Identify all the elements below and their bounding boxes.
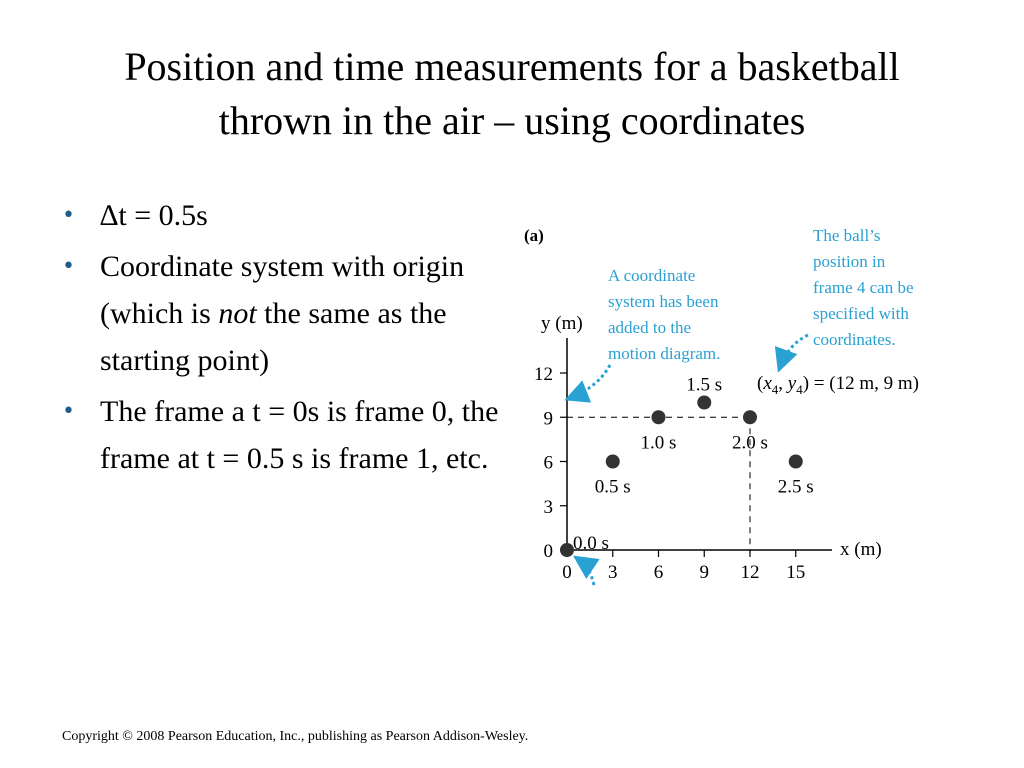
data-point [789,455,803,469]
bullet-list [62,192,502,486]
data-point [560,543,574,557]
bullet-text: The frame a t = 0s is frame 0, the frame at t = 0.5 s is frame 1, etc. [100,395,499,475]
bullet-dot: • [62,254,75,279]
data-point [652,410,666,424]
coordinate-label: ($x_4$, $y_4) = (12$ m, 9 m) [757,373,919,397]
panel-label: (a) [524,226,544,245]
motion-diagram-figure [510,215,990,595]
slide-title [0,40,1024,148]
x-tick-label: 0 [562,562,572,583]
data-point-label: 0.0 s [573,533,609,554]
bullet-text: Coordinate system with origin (which is not the same as the starting point) [100,250,465,377]
data-point-label: 1.5 s [686,374,723,396]
data-point [606,455,620,469]
copyright-footer: Copyright © 2008 Pearson Education, Inc., publishing as Pearson Addison-Wesley. [62,729,529,744]
x-tick-label: 9 [699,562,709,583]
bullet-text: ∆t = 0.5s [100,199,208,232]
emphasis-not: not [218,297,257,330]
x-tick-label: 15 [786,562,806,583]
data-point [743,410,757,424]
x-tick-label: 6 [653,562,664,583]
data-point-label: 2.5 s [777,476,814,498]
data-point-label: 0.5 s [594,476,631,498]
title-line-1: Position and time measurements for a basketball [124,44,900,89]
x-tick-label: 12 [740,562,760,583]
title-line-2: thrown in the air – using coordinates [218,98,806,143]
annotation-coordinate-system: A coordinate system has been added to the motion diagram. [608,266,721,363]
bullet-item [62,388,502,482]
y-axis-label: y (m) [541,313,583,334]
data-point [697,396,711,410]
dotted-arrow-to-axis [570,365,610,398]
bullet-item [62,192,502,239]
y-tick-label: 12 [534,364,553,385]
x-tick-label: 3 [608,562,618,583]
dotted-arrow-to-origin [578,559,594,585]
data-points [560,375,814,558]
y-tick-label: 9 [543,408,553,430]
x-axis-label: x (m) [840,539,882,560]
bullet-dot: • [62,399,75,424]
y-tick-label: 3 [543,496,553,518]
data-point-label: 1.0 s [640,432,677,454]
bullet-dot: • [62,203,75,228]
bullet-item [62,243,502,384]
y-tick-label: 0 [543,541,553,562]
y-tick-label: 6 [543,452,553,474]
data-point-label: 2.0 s [732,432,768,454]
annotation-ball-position: The ball’s position in frame 4 can be specified with coordinates. [813,226,914,349]
dotted-arrow-to-frame4 [780,335,808,367]
